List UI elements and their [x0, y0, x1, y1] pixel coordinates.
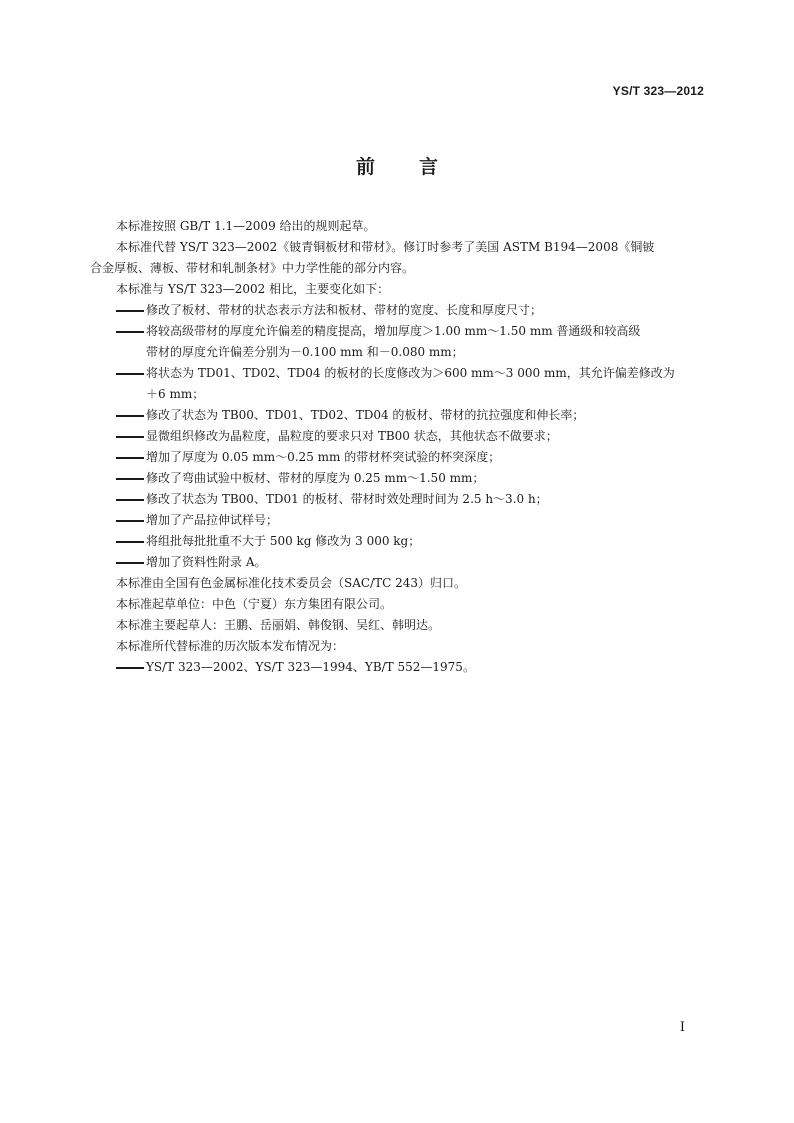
change-item	[90, 300, 710, 321]
change-text: 增加了产品拉伸试样号；	[146, 513, 279, 527]
dash-mark	[116, 331, 144, 333]
dash-mark	[116, 436, 144, 438]
change-item	[90, 510, 710, 531]
paragraph-changes-intro: 本标准与 YS/T 323—2002 相比，主要变化如下：	[116, 282, 390, 296]
paragraph-drafters: 本标准主要起草人：王鹏、岳丽娟、韩俊钢、吴红、韩明达。	[116, 618, 441, 632]
change-item	[90, 363, 710, 384]
change-item	[90, 321, 710, 342]
standard-code: YS/T 323—2012	[612, 84, 704, 98]
change-item	[90, 552, 710, 573]
paragraph-drafting-rule: 本标准按照 GB/T 1.1—2009 给出的规则起草。	[116, 219, 376, 233]
page-title: 前言	[355, 156, 482, 178]
dash-mark	[116, 541, 144, 543]
change-text: 将较高级带材的厚度允许偏差的精度提高，增加厚度＞1.00 mm～1.50 mm 普通级和较高级	[146, 324, 641, 338]
dash-mark	[116, 373, 144, 375]
dash-mark	[116, 562, 144, 564]
dash-mark	[116, 499, 144, 501]
history-item	[90, 657, 710, 678]
change-item	[90, 489, 710, 510]
change-item-continuation: ＋6 mm；	[146, 387, 205, 401]
change-item	[90, 447, 710, 468]
change-text: 显微组织修改为晶粒度，晶粒度的要求只对 TB00 状态，其他状态不做要求；	[146, 429, 558, 443]
paragraph-drafting-unit: 本标准起草单位：中色（宁夏）东方集团有限公司。	[116, 597, 393, 611]
paragraph-history-intro: 本标准所代替标准的历次版本发布情况为：	[116, 639, 345, 653]
change-text: 修改了弯曲试验中板材、带材的厚度为 0.25 mm～1.50 mm；	[146, 471, 485, 485]
paragraph-replaces-cont: 合金厚板、薄板、带材和轧制条材》中力学性能的部分内容。	[90, 261, 415, 275]
change-text: 将组批每批批重不大于 500 kg 修改为 3 000 kg；	[146, 534, 421, 548]
dash-mark	[116, 520, 144, 522]
dash-mark	[116, 310, 144, 312]
paragraph-responsible-committee: 本标准由全国有色金属标准化技术委员会（SAC/TC 243）归口。	[116, 576, 467, 590]
change-item-continuation: 带材的厚度允许偏差分别为－0.100 mm 和－0.080 mm；	[146, 345, 464, 359]
history-text: YS/T 323—2002、YS/T 323—1994、YB/T 552—1975。	[146, 660, 475, 674]
change-text: 将状态为 TD01、TD02、TD04 的板材的长度修改为＞600 mm～3 000 mm，其允许偏差修改为	[146, 366, 675, 380]
change-text: 增加了资料性附录 A。	[146, 555, 267, 569]
foreword-body	[90, 216, 710, 678]
change-item	[90, 405, 710, 426]
change-item	[90, 426, 710, 447]
change-text: 修改了状态为 TB00、TD01 的板材、带材时效处理时间为 2.5 h～3.0 h；	[146, 492, 548, 506]
dash-mark	[116, 457, 144, 459]
change-text: 增加了厚度为 0.05 mm～0.25 mm 的带材杯突试验的杯突深度；	[146, 450, 501, 464]
dash-mark	[116, 415, 144, 417]
dash-mark	[116, 667, 144, 669]
change-item	[90, 468, 710, 489]
change-text: 修改了状态为 TB00、TD01、TD02、TD04 的板材、带材的抗拉强度和伸长率；	[146, 408, 585, 422]
dash-mark	[116, 478, 144, 480]
change-text: 修改了板材、带材的状态表示方法和板材、带材的宽度、长度和厚度尺寸；	[146, 303, 543, 317]
change-item	[90, 531, 710, 552]
paragraph-replaces: 本标准代替 YS/T 323—2002《铍青铜板材和带材》。修订时参考了美国 ASTM B194—2008《铜铍	[116, 240, 655, 254]
page-number: I	[679, 1020, 685, 1035]
